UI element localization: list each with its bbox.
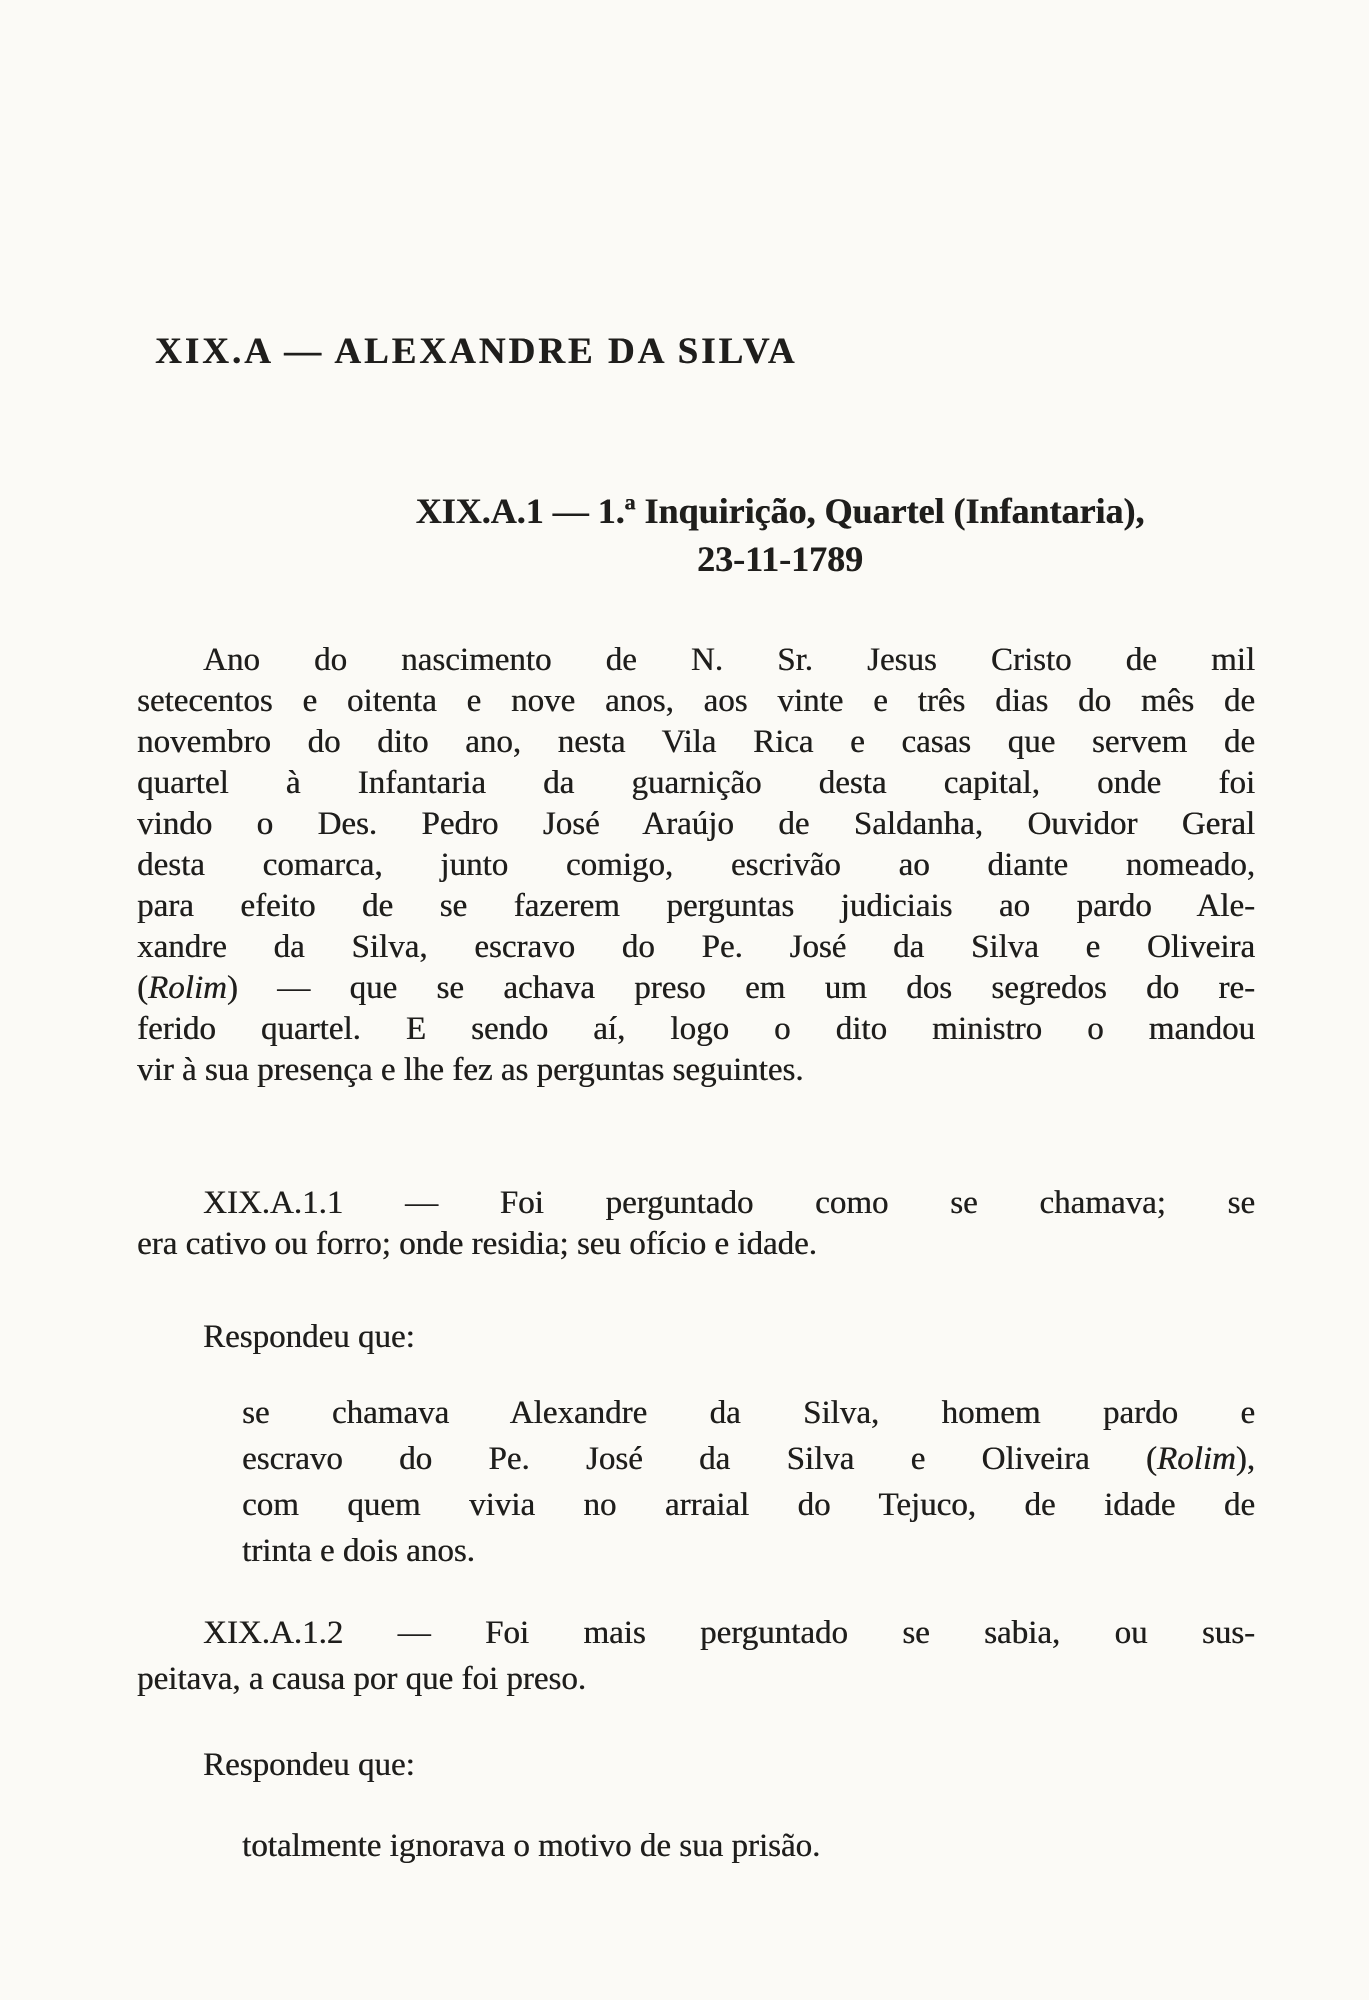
heading-line-2: 23-11-1789	[697, 539, 863, 579]
paragraph-line: peitava, a causa por que foi preso.	[137, 1661, 586, 1697]
answer-label-2: Respondeu que:	[203, 1747, 415, 1783]
paragraph-line: XIX.A.1.2 — Foi mais perguntado se sabia, ou sus-	[203, 1615, 1255, 1651]
rolim-italic: Rolim	[1156, 1441, 1236, 1477]
paragraph-line	[137, 968, 1255, 1009]
opening-paragraph	[137, 640, 1255, 1091]
paragraph-line: novembro do dito ano, nesta Vila Rica e casas que servem de	[137, 724, 1255, 760]
page-title: XIX.A — ALEXANDRE DA SILVA	[155, 331, 798, 372]
paragraph-line: xandre da Silva, escravo do Pe. José da Silva e Oliveira	[137, 929, 1255, 965]
answer-line	[242, 1436, 1255, 1482]
paragraph-line: vindo o Des. Pedro José Araújo de Saldanha, Ouvidor Geral	[137, 806, 1255, 842]
paragraph-line: desta comarca, junto comigo, escrivão ao diante nomeado,	[137, 847, 1255, 883]
question-2-paragraph	[137, 1610, 1255, 1702]
paragraph-line: Ano do nascimento de N. Sr. Jesus Cristo de mil	[203, 642, 1255, 678]
answer-text: escravo do Pe. José da Silva e Oliveira (	[242, 1441, 1157, 1477]
heading-line-1: XIX.A.1 — 1.ª Inquirição, Quartel (Infantaria),	[415, 491, 1145, 531]
paragraph-text: ) — que se achava preso em um dos segredos do re-	[226, 970, 1255, 1006]
answer-1-block	[242, 1390, 1255, 1574]
paragraph-line: quartel à Infantaria da guarnição desta capital, onde foi	[137, 765, 1255, 801]
answer-line: trinta e dois anos.	[242, 1533, 475, 1569]
answer-label-1: Respondeu que:	[203, 1319, 415, 1355]
paragraph-line: setecentos e oitenta e nove anos, aos vinte e três dias do mês de	[137, 683, 1255, 719]
paragraph-line: vir à sua presença e lhe fez as perguntas seguintes.	[137, 1052, 804, 1088]
answer-2-line: totalmente ignorava o motivo de sua prisão.	[242, 1828, 821, 1864]
rolim-italic: Rolim	[148, 970, 227, 1006]
answer-line: com quem vivia no arraial do Tejuco, de idade de	[242, 1487, 1255, 1523]
paragraph-line: ferido quartel. E sendo aí, logo o dito ministro o mandou	[137, 1011, 1255, 1047]
section-heading	[137, 487, 1255, 583]
answer-text: ),	[1235, 1441, 1255, 1477]
paragraph-line: XIX.A.1.1 — Foi perguntado como se chamava; se	[203, 1185, 1255, 1221]
answer-line: se chamava Alexandre da Silva, homem pardo e	[242, 1395, 1255, 1431]
paragraph-text: (	[137, 970, 148, 1006]
paragraph-line: para efeito de se fazerem perguntas judiciais ao pardo Ale-	[137, 888, 1255, 924]
paragraph-line: era cativo ou forro; onde residia; seu ofício e idade.	[137, 1226, 817, 1262]
question-1-paragraph	[137, 1183, 1255, 1265]
